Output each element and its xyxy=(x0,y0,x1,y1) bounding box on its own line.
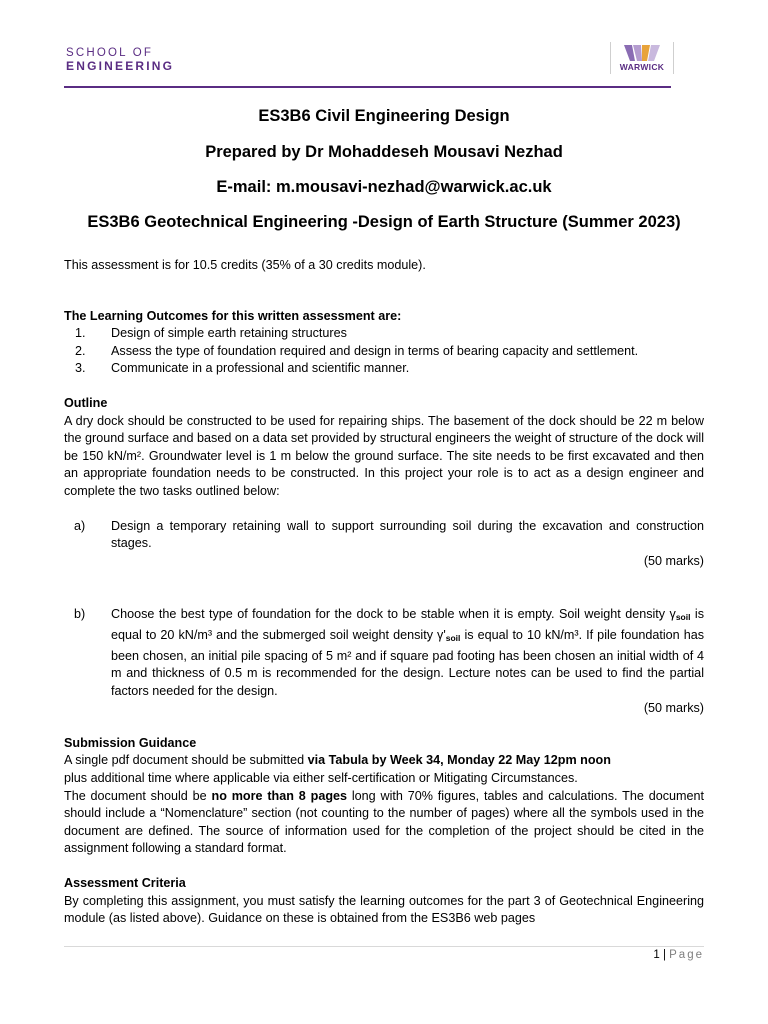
learning-outcomes-list xyxy=(64,325,704,378)
learning-outcomes-heading: The Learning Outcomes for this written assessment are: xyxy=(64,308,402,323)
assessment-criteria-heading: Assessment Criteria xyxy=(64,876,186,891)
page-label: Page xyxy=(669,949,704,961)
list-item: 2. Assess the type of foundation required and design in terms of bearing capacity and settlement. xyxy=(75,343,639,358)
warwick-wordmark: WARWICK xyxy=(619,62,665,72)
task-list xyxy=(64,518,704,718)
page-number: 1 xyxy=(653,949,660,961)
submission-extension: plus additional time where applicable via either self-certification or Mitigating Circumstances. xyxy=(64,771,578,786)
prepared-by: Prepared by Dr Mohaddeseh Mousavi Nezhad xyxy=(205,143,563,161)
submission-format: The document should be no more than 8 pages long with 70% figures, tables and calculations. The document should include a “Nomenclature” section (not counting to the number of pages) where all the symbols used in the document are defined. The source of information used for the completion of the project should be cited in the assignment following a standard format. xyxy=(64,788,705,856)
task-a-label: a) xyxy=(74,518,86,533)
task-b xyxy=(64,606,704,718)
outline-heading: Outline xyxy=(64,395,108,410)
task-a-marks: (50 marks) xyxy=(643,553,704,568)
list-item: 3. Communicate in a professional and scientific manner. xyxy=(75,361,410,376)
course-title: ES3B6 Civil Engineering Design xyxy=(258,107,510,125)
header-divider xyxy=(64,86,671,88)
task-b-text: Choose the best type of foundation for the dock to be stable when it is empty. Soil weight density $\gamma_{soil}$ is equal to 20 kN/m³ and the submerged soil weight density $\gamma'_{soil}$ is equal to 10 kN/m³. If pile foundation has been chosen, an initial pile spacing of 5 m² and if square pad footing has been chosen an initial width of 4 m and thickness of 0.5 m is recommended for the design. Lecture notes can be used to find the partial factors needed for the design. xyxy=(111,607,705,698)
school-logo-line1: SCHOOL OF xyxy=(66,47,154,59)
task-a-text: Design a temporary retaining wall to support surrounding soil during the excavation and construction stages. xyxy=(111,518,704,551)
school-logo-line2: ENGINEERING xyxy=(66,59,175,73)
assessment-criteria-body: By completing this assignment, you must satisfy the learning outcomes for the part 3 of Geotechnical Engineering module (as listed above). Guidance on these is obtained from the ES3B6 web pages xyxy=(64,893,704,926)
page-header xyxy=(0,0,768,90)
submission-deadline: A single pdf document should be submitted via Tabula by Week 34, Monday 22 May 12pm noon xyxy=(64,753,611,768)
title-block xyxy=(64,105,704,233)
list-item: 1. Design of simple earth retaining structures xyxy=(75,326,347,341)
email-line: E-mail: m.mousavi-nezhad@warwick.ac.uk xyxy=(216,178,552,196)
warwick-crest-icon xyxy=(622,44,662,62)
submission-heading: Submission Guidance xyxy=(64,735,197,750)
task-b-marks: (50 marks) xyxy=(643,701,704,716)
assessment-title: ES3B6 Geotechnical Engineering -Design of Earth Structure (Summer 2023) xyxy=(87,213,681,231)
footer-divider xyxy=(64,946,704,947)
task-a xyxy=(64,518,704,571)
document-body xyxy=(64,104,704,928)
page-footer xyxy=(653,949,704,961)
task-b-label: b) xyxy=(74,607,86,622)
credits-statement: This assessment is for 10.5 credits (35% of a 30 credits module). xyxy=(64,258,426,272)
school-of-engineering-logo xyxy=(66,47,174,73)
warwick-logo xyxy=(610,42,674,74)
footer-separator: | xyxy=(659,949,670,961)
outline-body: A dry dock should be constructed to be used for repairing ships. The basement of the dock should be 22 m below the ground surface and based on a data set provided by structural engineers the weight of structure of the dock will be 150 kN/m². Groundwater level is 1 m below the ground surface. The site needs to be first excavated and then an appropriate foundation needs to be constructed. In this project your role is to act as a design engineer and complete the two tasks outlined below: xyxy=(64,413,704,498)
